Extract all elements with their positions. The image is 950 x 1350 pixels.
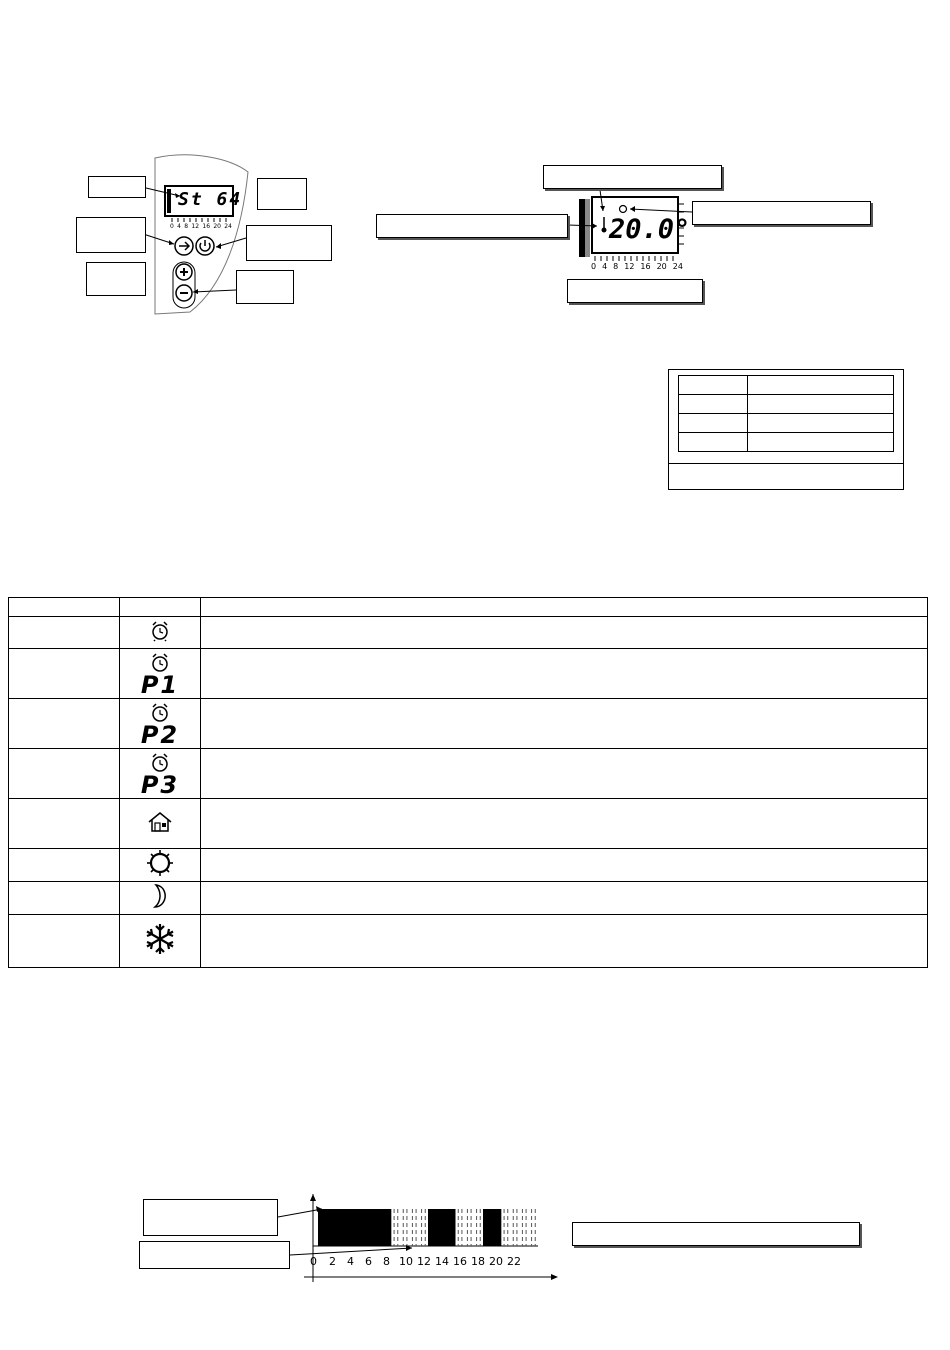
hour-label: 16	[202, 223, 211, 230]
schedule-bar	[483, 1209, 501, 1246]
x-tick-label: 18	[471, 1255, 485, 1268]
hour-label: 4	[602, 262, 608, 271]
hour-label: 8	[184, 223, 189, 230]
schedule-bar	[428, 1209, 456, 1246]
x-axis-tick-labels	[310, 1255, 538, 1269]
panel-display-text: St 64	[178, 189, 243, 210]
x-tick-label: 20	[489, 1255, 503, 1268]
hour-label: 12	[191, 223, 200, 230]
x-tick-label: 2	[329, 1255, 336, 1268]
callout-box-top	[143, 1199, 278, 1236]
hour-label: 4	[177, 223, 181, 230]
schedule-marks	[318, 1209, 535, 1246]
x-tick-label: 6	[365, 1255, 372, 1268]
x-tick-label: 22	[507, 1255, 521, 1268]
hour-label: 24	[672, 262, 683, 271]
callout-arrow-top	[278, 1209, 322, 1217]
hour-label: 12	[624, 262, 635, 271]
x-tick-label: 16	[453, 1255, 467, 1268]
hour-label: 24	[224, 223, 232, 230]
x-tick-label: 10	[399, 1255, 413, 1268]
x-tick-label: 12	[417, 1255, 431, 1268]
x-tick-label: 0	[310, 1255, 317, 1268]
thermostat-temperature: 20.0°	[609, 214, 691, 245]
schedule-bar	[318, 1209, 391, 1246]
x-tick-label: 8	[383, 1255, 390, 1268]
y-axis-arrow	[310, 1194, 316, 1201]
program-label: P2	[140, 720, 180, 749]
hour-label: 8	[613, 262, 619, 271]
program-label: P1	[140, 670, 180, 699]
callout-box-bottom	[139, 1241, 290, 1269]
program-label: P3	[140, 770, 180, 799]
hour-label: 20	[213, 223, 221, 230]
callout-arrow-bottom	[290, 1248, 412, 1255]
hour-label: 0	[170, 223, 174, 230]
x-axis-arrow	[551, 1274, 558, 1280]
hour-label: 16	[640, 262, 651, 271]
hour-label: 20	[656, 262, 667, 271]
hour-label: 0	[591, 262, 597, 271]
x-tick-label: 4	[347, 1255, 354, 1268]
x-tick-label: 14	[435, 1255, 449, 1268]
callout-box-right	[572, 1222, 860, 1246]
